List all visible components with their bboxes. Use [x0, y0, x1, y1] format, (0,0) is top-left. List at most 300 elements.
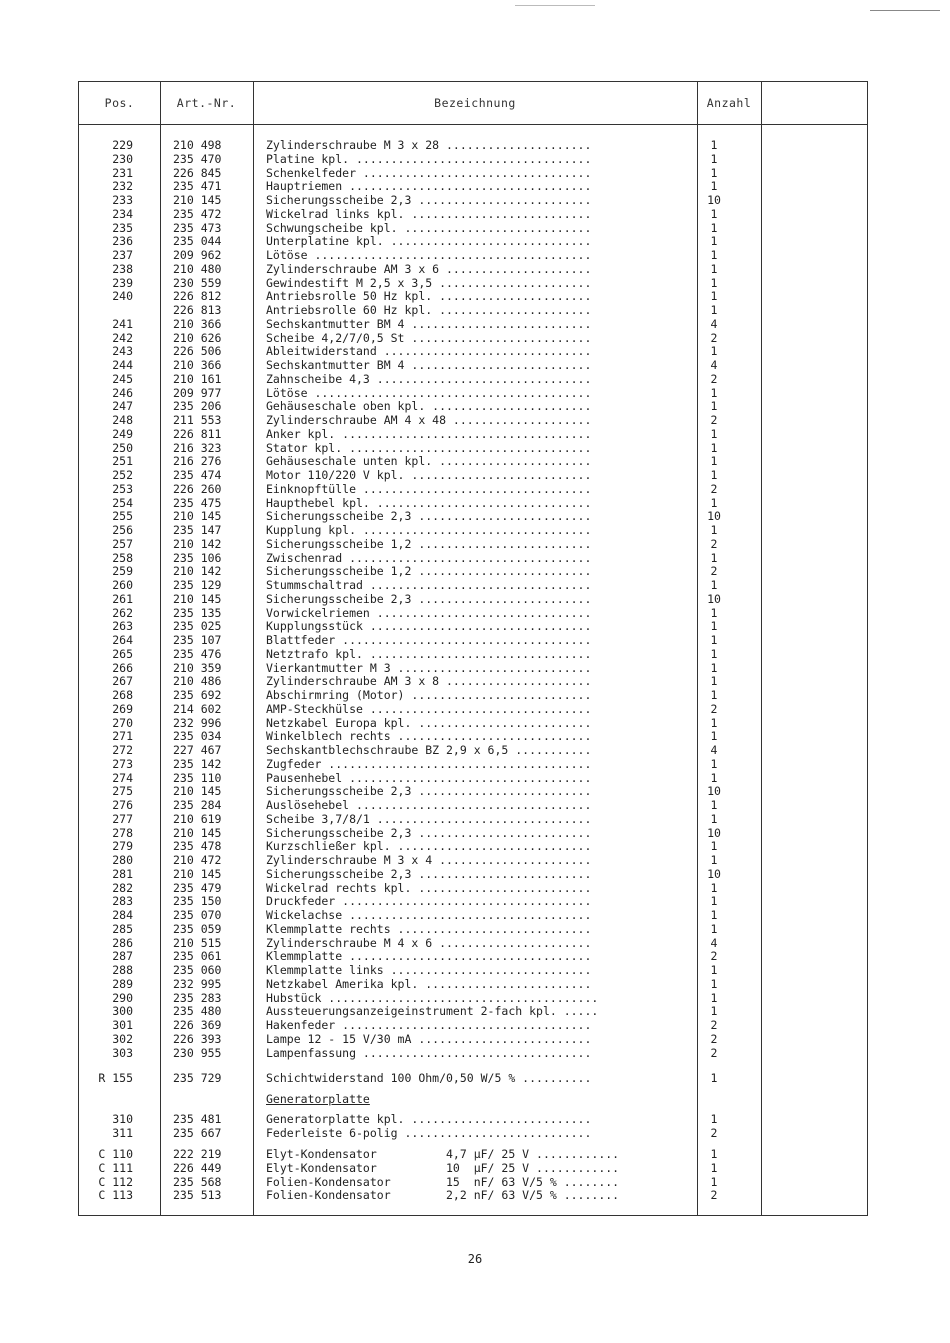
row-anzahl: 1 [710, 523, 718, 537]
row-pos: 300 [112, 1004, 133, 1018]
row-pos: 269 [112, 702, 133, 716]
row-pos: 239 [112, 276, 133, 290]
row-pos: 311 [112, 1126, 133, 1140]
row-art-nr: 210 145 [173, 784, 222, 798]
table-row [78, 1112, 868, 1126]
row-bezeichnung: Generatorplatte kpl. .......................... [266, 1112, 592, 1126]
row-bezeichnung: Hauptriemen ................................... [266, 179, 592, 193]
row-pos: 251 [112, 454, 133, 468]
table-row [78, 716, 868, 730]
row-pos: C 111 [98, 1160, 133, 1175]
table-row [78, 1004, 868, 1018]
row-anzahl: 10 [707, 784, 721, 798]
table-row [78, 812, 868, 826]
row-bezeichnung: Winkelblech rechts ............................ [266, 729, 592, 743]
row-pos: 230 [112, 152, 133, 166]
row-art-nr: 235 147 [173, 523, 222, 537]
row-bezeichnung: Abschirmring (Motor) .......................... [266, 688, 592, 702]
row-anzahl: 2 [710, 331, 718, 345]
row-art-nr: 210 145 [173, 592, 222, 606]
row-bezeichnung: Platine kpl. .................................. [266, 152, 592, 166]
row-anzahl: 1 [710, 661, 718, 675]
row-bezeichnung: Sechskantblechschraube BZ 2,9 x 6,5 ........... [266, 743, 592, 757]
row-art-nr: 235 479 [173, 881, 222, 895]
row-pos: 235 [112, 221, 133, 235]
table-row [78, 551, 868, 565]
table-row [78, 317, 868, 331]
row-art-nr: 235 129 [173, 578, 222, 592]
row-anzahl: 1 [710, 551, 718, 565]
row-pos: 257 [112, 537, 133, 551]
row-anzahl: 2 [710, 1018, 718, 1032]
row-art-nr: 226 812 [173, 289, 222, 303]
row-bezeichnung: Zylinderschraube AM 4 x 48 .................... [266, 413, 592, 427]
table-row [78, 688, 868, 702]
row-art-nr: 226 813 [173, 303, 222, 317]
row-pos: 282 [112, 881, 133, 895]
row-art-nr: 226 260 [173, 482, 222, 496]
row-pos: 270 [112, 716, 133, 730]
row-art-nr: 210 498 [173, 138, 222, 152]
row-art-nr: 235 061 [173, 949, 222, 963]
row-bezeichnung: Elyt-Kondensator 4,7 µF/ 25 V ............ [266, 1147, 620, 1161]
row-art-nr: 232 995 [173, 977, 222, 991]
row-bezeichnung: AMP-Steckhülse ................................ [266, 702, 592, 716]
row-bezeichnung: Sicherungsscheibe 1,2 ......................... [266, 564, 592, 578]
row-bezeichnung: Lampe 12 - 15 V/30 mA ......................... [266, 1032, 592, 1046]
row-art-nr: 226 393 [173, 1032, 222, 1046]
row-pos: 285 [112, 922, 133, 936]
row-pos: 252 [112, 468, 133, 482]
row-bezeichnung: Vierkantmutter M 3 ............................ [266, 661, 592, 675]
row-bezeichnung: Sicherungsscheibe 2,3 ......................... [266, 826, 592, 840]
row-pos: 264 [112, 633, 133, 647]
row-art-nr: 210 145 [173, 826, 222, 840]
table-row [78, 949, 868, 963]
row-art-nr: 210 142 [173, 537, 222, 551]
row-art-nr: 235 478 [173, 839, 222, 853]
row-bezeichnung: Federleiste 6-polig ........................... [266, 1126, 592, 1140]
row-anzahl: 2 [710, 537, 718, 551]
row-pos: 238 [112, 262, 133, 276]
row-art-nr: 227 467 [173, 743, 222, 757]
row-anzahl: 1 [710, 221, 718, 235]
table-row [78, 537, 868, 551]
row-pos: 279 [112, 839, 133, 853]
row-art-nr: 211 553 [173, 413, 222, 427]
row-pos: C 112 [98, 1174, 133, 1189]
row-art-nr: 235 025 [173, 619, 222, 633]
row-anzahl: 1 [710, 757, 718, 771]
row-bezeichnung: Sechskantmutter BM 4 .......................... [266, 317, 592, 331]
row-anzahl: 2 [710, 482, 718, 496]
row-pos: 233 [112, 193, 133, 207]
table-row [78, 289, 868, 303]
row-art-nr: 235 471 [173, 179, 222, 193]
row-art-nr: 235 150 [173, 894, 222, 908]
row-pos: 237 [112, 248, 133, 262]
row-anzahl: 2 [710, 413, 718, 427]
table-row [78, 606, 868, 620]
row-bezeichnung: Stummschaltrad ................................ [266, 578, 592, 592]
row-bezeichnung: Kupplungsstück ................................ [266, 619, 592, 633]
row-art-nr: 235 481 [173, 1112, 222, 1126]
row-anzahl: 1 [710, 1004, 718, 1018]
row-bezeichnung: Stator kpl. ................................... [266, 441, 592, 455]
row-anzahl: 1 [710, 812, 718, 826]
row-pos: 249 [112, 427, 133, 441]
row-art-nr: 235 142 [173, 757, 222, 771]
row-art-nr: 235 135 [173, 606, 222, 620]
row-pos: 232 [112, 179, 133, 193]
row-pos: 240 [112, 289, 133, 303]
table-row [78, 413, 868, 427]
row-art-nr: 235 059 [173, 922, 222, 936]
row-art-nr: 210 145 [173, 509, 222, 523]
row-pos: 265 [112, 647, 133, 661]
row-art-nr: 222 219 [173, 1147, 222, 1161]
row-pos: 277 [112, 812, 133, 826]
row-pos: 255 [112, 509, 133, 523]
row-anzahl: 1 [710, 496, 718, 510]
row-art-nr: 235 729 [173, 1071, 222, 1085]
row-pos: 310 [112, 1112, 133, 1126]
row-pos: 254 [112, 496, 133, 510]
row-bezeichnung: Lampenfassung ................................. [266, 1046, 592, 1060]
row-bezeichnung: Einknopftülle ................................. [266, 482, 592, 496]
row-pos: 286 [112, 936, 133, 950]
table-row [78, 674, 868, 688]
row-bezeichnung: Scheibe 4,2/7/0,5 St .......................... [266, 331, 592, 345]
row-bezeichnung: Zugfeder ...................................... [266, 757, 592, 771]
row-bezeichnung: Motor 110/220 V kpl. .......................... [266, 468, 592, 482]
row-pos: 229 [112, 138, 133, 152]
table-row [78, 936, 868, 950]
row-art-nr: 235 106 [173, 551, 222, 565]
row-pos: 258 [112, 551, 133, 565]
row-art-nr: 235 110 [173, 771, 222, 785]
row-art-nr: 210 145 [173, 867, 222, 881]
row-anzahl: 1 [710, 619, 718, 633]
row-anzahl: 1 [710, 798, 718, 812]
row-bezeichnung: Ableitwiderstand .............................. [266, 344, 592, 358]
header-pos: Pos. [104, 96, 135, 110]
row-anzahl: 1 [710, 468, 718, 482]
table-row [78, 399, 868, 413]
row-bezeichnung: Folien-Kondensator 2,2 nF/ 63 V/5 % ........ [266, 1188, 620, 1203]
row-anzahl: 1 [710, 386, 718, 400]
row-bezeichnung: Netzkabel Europa kpl. ......................... [266, 716, 592, 730]
row-pos: 245 [112, 372, 133, 386]
row-anzahl: 1 [710, 881, 718, 895]
row-pos: 256 [112, 523, 133, 537]
table-row [78, 1018, 868, 1032]
row-pos: 289 [112, 977, 133, 991]
row-art-nr: 210 366 [173, 317, 222, 331]
table-row [78, 358, 868, 372]
row-art-nr: 235 034 [173, 729, 222, 743]
row-pos: 288 [112, 963, 133, 977]
row-pos: 271 [112, 729, 133, 743]
row-anzahl: 1 [710, 179, 718, 193]
row-pos: 263 [112, 619, 133, 633]
row-anzahl: 4 [710, 317, 718, 331]
row-anzahl: 1 [710, 234, 718, 248]
table-row [78, 1126, 868, 1140]
table-row [78, 1147, 868, 1161]
row-pos: 262 [112, 606, 133, 620]
row-art-nr: 235 473 [173, 221, 222, 235]
row-art-nr: 235 667 [173, 1126, 222, 1140]
row-art-nr: 216 276 [173, 454, 222, 468]
table-row [78, 1175, 868, 1189]
row-bezeichnung: Schenkelfeder ................................. [266, 166, 592, 180]
table-row [78, 344, 868, 358]
row-art-nr: 235 474 [173, 468, 222, 482]
row-bezeichnung: Gehäuseschale unten kpl. ...................... [266, 454, 592, 468]
table-row [78, 908, 868, 922]
row-anzahl: 1 [710, 908, 718, 922]
row-pos: 241 [112, 317, 133, 331]
row-bezeichnung: Sicherungsscheibe 2,3 ......................... [266, 193, 592, 207]
table-row [78, 839, 868, 853]
row-anzahl: 1 [710, 922, 718, 936]
row-bezeichnung: Sicherungsscheibe 2,3 ......................... [266, 784, 592, 798]
table-row [78, 619, 868, 633]
row-bezeichnung: Anker kpl. .................................... [266, 427, 592, 441]
row-pos: 276 [112, 798, 133, 812]
row-art-nr: 232 996 [173, 716, 222, 730]
row-bezeichnung: Wickelrad links kpl. .......................... [266, 207, 592, 221]
table-row [78, 234, 868, 248]
row-art-nr: 235 060 [173, 963, 222, 977]
row-anzahl: 10 [707, 592, 721, 606]
row-bezeichnung: Vorwickelriemen ............................... [266, 606, 592, 620]
row-anzahl: 1 [710, 647, 718, 661]
table-row [78, 881, 868, 895]
row-anzahl: 4 [710, 743, 718, 757]
table-row [78, 427, 868, 441]
row-pos: 231 [112, 166, 133, 180]
row-anzahl: 1 [710, 1160, 718, 1175]
row-pos: R 155 [98, 1071, 133, 1085]
row-bezeichnung: Klemmplatte rechts ............................ [266, 922, 592, 936]
row-anzahl: 10 [707, 193, 721, 207]
row-bezeichnung: Scheibe 3,7/8/1 ............................... [266, 812, 592, 826]
row-bezeichnung: Sicherungsscheibe 2,3 ......................... [266, 592, 592, 606]
row-anzahl: 1 [710, 454, 718, 468]
table-row [78, 386, 868, 400]
row-art-nr: 210 472 [173, 853, 222, 867]
row-bezeichnung: Hubstück ....................................... [266, 991, 599, 1005]
table-row [78, 922, 868, 936]
table-row [78, 991, 868, 1005]
row-pos: 302 [112, 1032, 133, 1046]
table-row [78, 482, 868, 496]
row-art-nr: 235 568 [173, 1174, 222, 1189]
row-art-nr: 214 602 [173, 702, 222, 716]
table-row [78, 248, 868, 262]
row-art-nr: 216 323 [173, 441, 222, 455]
row-anzahl: 1 [710, 674, 718, 688]
table-row [78, 441, 868, 455]
row-anzahl: 2 [710, 949, 718, 963]
row-art-nr: 210 142 [173, 564, 222, 578]
row-bezeichnung: Zylinderschraube M 3 x 4 ...................... [266, 853, 592, 867]
table-row [78, 592, 868, 606]
row-art-nr: 235 283 [173, 991, 222, 1005]
row-bezeichnung: Hakenfeder .................................... [266, 1018, 592, 1032]
row-bezeichnung: Netztrafo kpl. ................................ [266, 647, 592, 661]
row-pos: 280 [112, 853, 133, 867]
table-row [78, 729, 868, 743]
table-row [78, 784, 868, 798]
row-anzahl: 1 [710, 894, 718, 908]
row-pos: 259 [112, 564, 133, 578]
table-row [78, 894, 868, 908]
row-anzahl: 1 [710, 166, 718, 180]
row-bezeichnung: Unterplatine kpl. ............................. [266, 234, 592, 248]
scan-mark [870, 10, 940, 11]
table-row [78, 1188, 868, 1202]
row-art-nr: 235 070 [173, 908, 222, 922]
row-anzahl: 10 [707, 867, 721, 881]
row-bezeichnung: Blattfeder .................................... [266, 633, 592, 647]
row-bezeichnung: Wickelachse ................................... [266, 908, 592, 922]
table-row [78, 564, 868, 578]
row-art-nr: 226 449 [173, 1160, 222, 1175]
table-row [78, 1071, 868, 1085]
table-row [78, 826, 868, 840]
row-art-nr: 226 506 [173, 344, 222, 358]
row-bezeichnung: Sechskantmutter BM 4 .......................... [266, 358, 592, 372]
table-row [78, 454, 868, 468]
row-bezeichnung: Auslösehebel .................................. [266, 798, 592, 812]
row-art-nr: 210 161 [173, 372, 222, 386]
header-art: Art.-Nr. [176, 96, 237, 110]
row-bezeichnung: Druckfeder .................................... [266, 894, 592, 908]
scan-mark [515, 5, 595, 6]
row-art-nr: 235 044 [173, 234, 222, 248]
row-anzahl: 1 [710, 1174, 718, 1189]
row-anzahl: 1 [710, 606, 718, 620]
row-pos: 246 [112, 386, 133, 400]
row-pos: 301 [112, 1018, 133, 1032]
table-row [78, 1046, 868, 1060]
table-row [78, 207, 868, 221]
table-row [78, 661, 868, 675]
table-row [78, 1161, 868, 1175]
table-row [78, 977, 868, 991]
row-art-nr: 235 476 [173, 647, 222, 661]
row-pos: 250 [112, 441, 133, 455]
table-row [78, 633, 868, 647]
table-row [78, 1032, 868, 1046]
row-anzahl: 1 [710, 427, 718, 441]
page-number: 26 [467, 1252, 483, 1266]
row-bezeichnung: Klemmplatte ................................... [266, 949, 592, 963]
row-pos: 281 [112, 867, 133, 881]
row-anzahl: 1 [710, 207, 718, 221]
row-art-nr: 235 284 [173, 798, 222, 812]
row-anzahl: 1 [710, 991, 718, 1005]
row-art-nr: 210 619 [173, 812, 222, 826]
header-divider [79, 124, 867, 125]
row-art-nr: 210 359 [173, 661, 222, 675]
row-anzahl: 1 [710, 578, 718, 592]
row-bezeichnung: Netzkabel Amerika kpl. ........................ [266, 977, 592, 991]
row-bezeichnung: Klemmplatte links ............................. [266, 963, 592, 977]
row-anzahl: 2 [710, 1032, 718, 1046]
row-anzahl: 1 [710, 1147, 718, 1161]
row-anzahl: 1 [710, 344, 718, 358]
row-anzahl: 2 [710, 372, 718, 386]
row-pos: 290 [112, 991, 133, 1005]
row-art-nr: 235 472 [173, 207, 222, 221]
row-pos: 261 [112, 592, 133, 606]
row-anzahl: 1 [710, 289, 718, 303]
row-art-nr: 235 107 [173, 633, 222, 647]
row-bezeichnung: Gewindestift M 2,5 x 3,5 ...................... [266, 276, 592, 290]
row-pos: 273 [112, 757, 133, 771]
row-pos: 303 [112, 1046, 133, 1060]
row-bezeichnung: Zylinderschraube AM 3 x 6 ..................... [266, 262, 592, 276]
row-art-nr: 226 369 [173, 1018, 222, 1032]
row-anzahl: 2 [710, 564, 718, 578]
row-anzahl: 1 [710, 303, 718, 317]
table-row [78, 331, 868, 345]
row-pos: C 113 [98, 1188, 133, 1203]
row-art-nr: 210 515 [173, 936, 222, 950]
row-anzahl: 1 [710, 1112, 718, 1126]
row-bezeichnung: Elyt-Kondensator 10 µF/ 25 V ............ [266, 1160, 620, 1175]
row-bezeichnung: Antriebsrolle 60 Hz kpl. ...................... [266, 303, 592, 317]
row-anzahl: 1 [710, 276, 718, 290]
row-anzahl: 1 [710, 853, 718, 867]
row-anzahl: 2 [710, 1188, 718, 1203]
table-row [78, 372, 868, 386]
row-pos: 283 [112, 894, 133, 908]
table-row [78, 262, 868, 276]
table-row [78, 496, 868, 510]
row-art-nr: 209 977 [173, 386, 222, 400]
row-anzahl: 1 [710, 441, 718, 455]
table-row [78, 509, 868, 523]
section-title: Generatorplatte [266, 1092, 370, 1106]
row-bezeichnung: Zahnscheibe 4,3 ............................... [266, 372, 592, 386]
table-row [78, 771, 868, 785]
row-anzahl: 1 [710, 688, 718, 702]
table-row [78, 743, 868, 757]
table-row [78, 221, 868, 235]
row-pos: 253 [112, 482, 133, 496]
row-pos: 260 [112, 578, 133, 592]
row-anzahl: 1 [710, 633, 718, 647]
row-anzahl: 10 [707, 509, 721, 523]
row-anzahl: 1 [710, 977, 718, 991]
row-anzahl: 1 [710, 716, 718, 730]
row-bezeichnung: Schichtwiderstand 100 Ohm/0,50 W/5 % .......... [266, 1071, 592, 1085]
row-pos: 275 [112, 784, 133, 798]
row-pos: 274 [112, 771, 133, 785]
table-row [78, 468, 868, 482]
row-anzahl: 2 [710, 702, 718, 716]
row-bezeichnung: Schwungscheibe kpl. ........................... [266, 221, 592, 235]
row-art-nr: 235 513 [173, 1188, 222, 1203]
table-row [78, 867, 868, 881]
row-art-nr: 235 475 [173, 496, 222, 510]
row-anzahl: 1 [710, 399, 718, 413]
